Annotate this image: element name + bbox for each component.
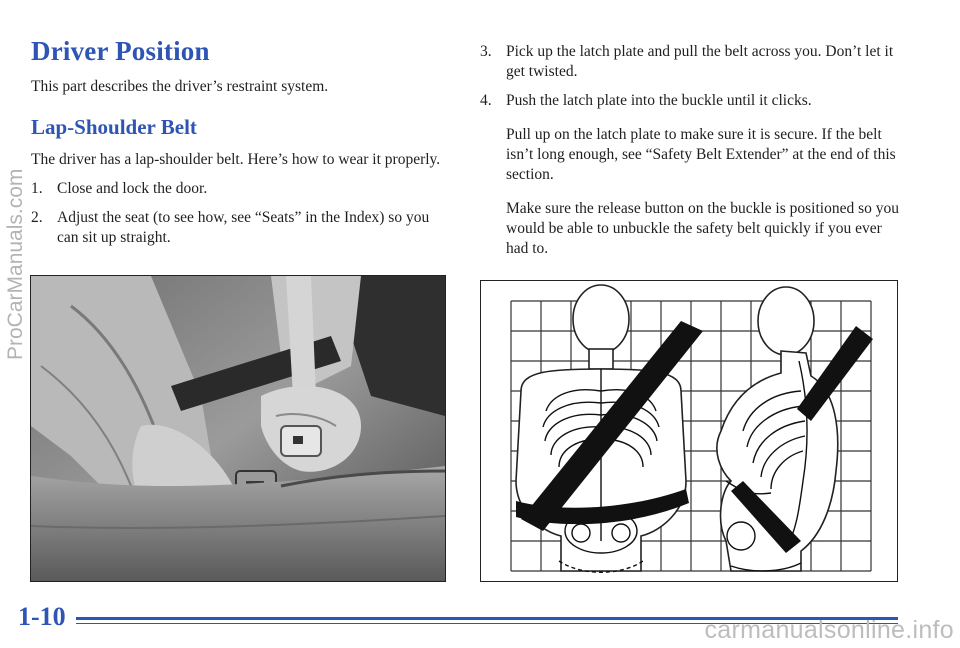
right-steps bbox=[480, 42, 900, 111]
step-text: Push the latch plate into the buckle until it clicks. bbox=[506, 92, 812, 109]
skeleton-front-and-side-belt-position-icon bbox=[481, 281, 897, 581]
step-text: Close and lock the door. bbox=[57, 180, 208, 197]
step-text: Pick up the latch plate and pull the belt across you. Don’t let it get twisted. bbox=[506, 43, 894, 80]
sub-intro-text: The driver has a lap-shoulder belt. Here’s how to wear it properly. bbox=[31, 151, 441, 168]
step-number: 1. bbox=[31, 180, 43, 197]
step-item bbox=[31, 208, 451, 248]
right-column bbox=[480, 42, 900, 259]
step-item bbox=[480, 42, 900, 82]
step-number: 3. bbox=[480, 43, 492, 60]
secure-check-paragraph: Pull up on the latch plate to make sure it is secure. If the belt isn’t long enough, see “Safety Belt Extender” at the end of this section. bbox=[506, 126, 896, 183]
step-text: Adjust the seat (to see how, see “Seats” in the Index) so you can sit up straight. bbox=[57, 209, 430, 246]
bottom-watermark: carmanualsonline.info bbox=[704, 616, 954, 644]
step-item bbox=[480, 91, 900, 111]
section-title: Driver Position bbox=[31, 36, 210, 66]
skeleton-belt-figure bbox=[480, 280, 898, 582]
left-steps bbox=[31, 179, 451, 248]
side-watermark: ProCarManuals.com bbox=[4, 168, 27, 360]
step-number: 4. bbox=[480, 92, 492, 109]
release-button-paragraph: Make sure the release button on the buckle is positioned so you would be able to unbuckle the safety belt quickly if you ever had to. bbox=[506, 200, 900, 257]
step-item bbox=[31, 179, 451, 199]
photo-hand-inserting-latch-plate-into-buckle-icon bbox=[31, 276, 445, 581]
subsection-title: Lap-Shoulder Belt bbox=[31, 115, 197, 139]
intro-text: This part describes the driver’s restraint system. bbox=[31, 78, 329, 95]
page-number: 1-10 bbox=[18, 602, 66, 631]
left-column bbox=[31, 36, 451, 248]
step-number: 2. bbox=[31, 209, 43, 226]
buckle-photo-figure bbox=[30, 275, 446, 582]
